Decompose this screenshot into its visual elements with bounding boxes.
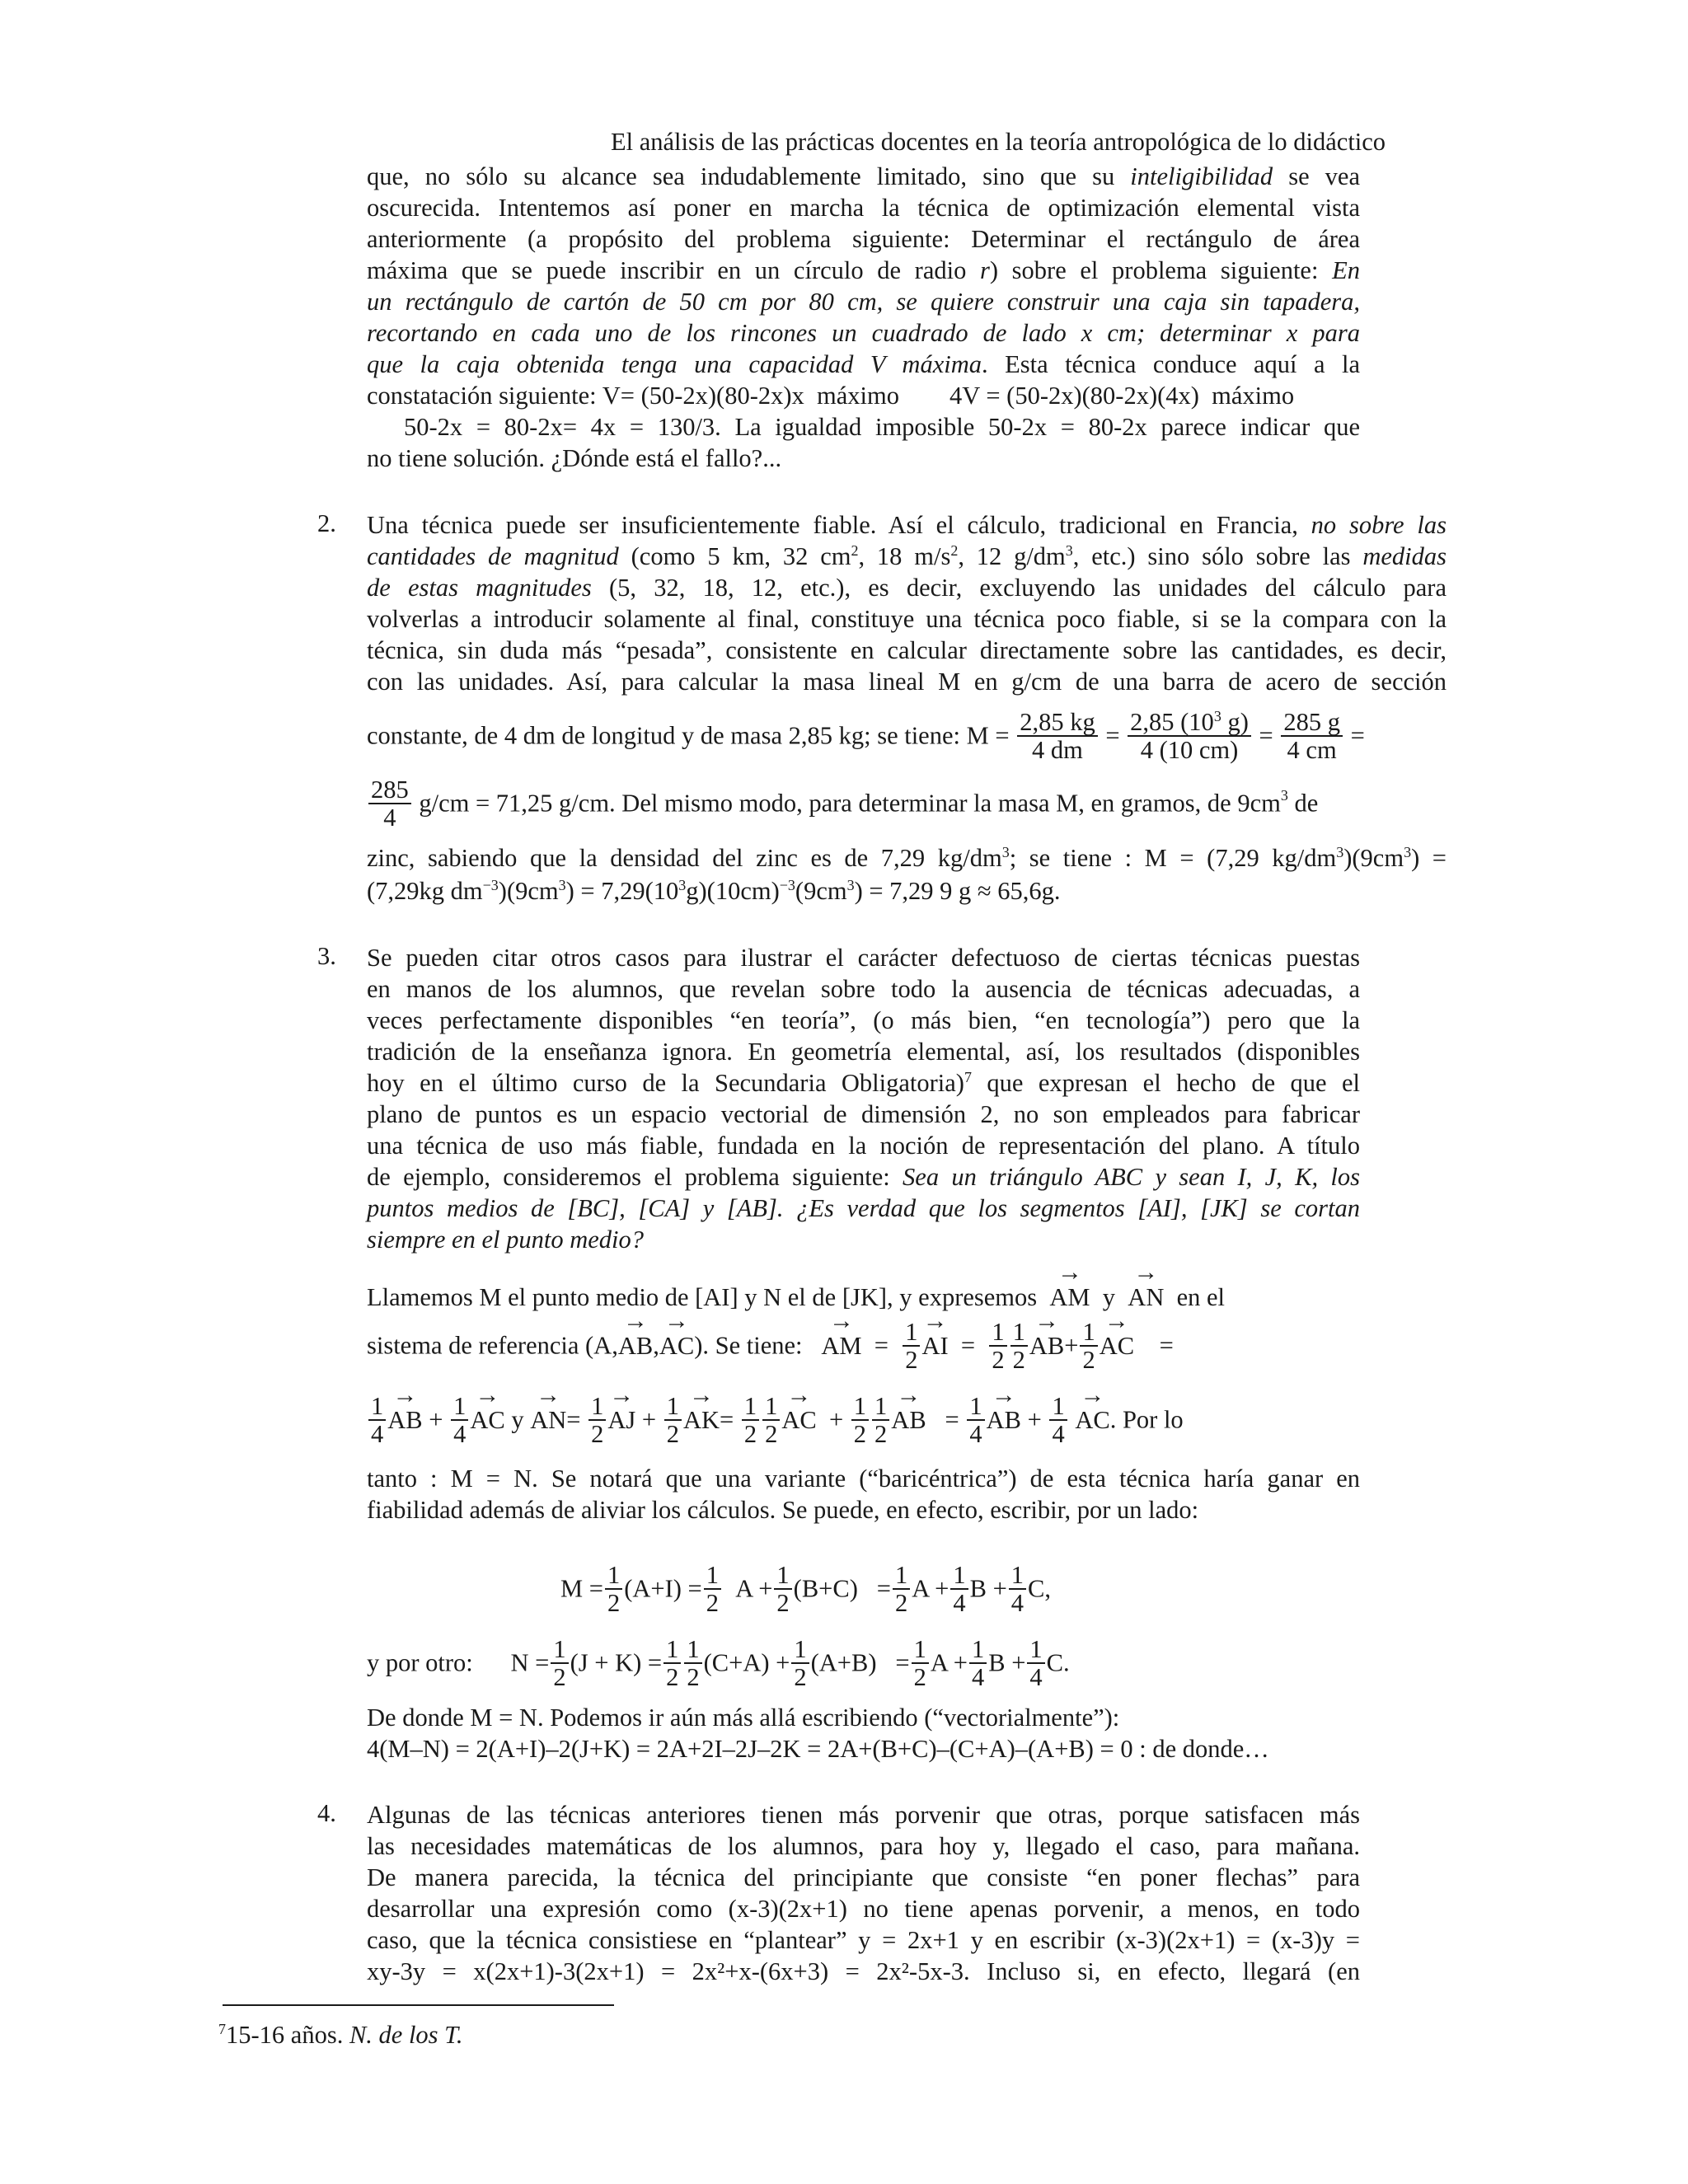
- item2-line-1: Una técnica puede ser insuficientemente fiable. Así el cálculo, tradicional en Francia, no sobre las: [367, 511, 1447, 539]
- p1-line-6: recortando en cada uno de los rincones un cuadrado de lado x cm; determinar x para: [367, 319, 1360, 347]
- item2-line-6: con las unidades. Así, para calcular la masa lineal M en g/cm de una barra de acero de sección: [367, 668, 1447, 696]
- p1-line-10: no tiene solución. ¿Dónde está el fallo?...: [367, 444, 782, 472]
- final-equation-line: 4(M–N) = 2(A+I)–2(J+K) = 2A+2I–2J–2K = 2A+(B+C)–(C+A)–(A+B) = 0 : de donde…: [367, 1735, 1269, 1763]
- item-3-number: 3.: [317, 942, 336, 970]
- llamemos-line: Llamemos M el punto medio de [AI] y N el de [JK], y expresemos → AM y → AN en el: [367, 1282, 1225, 1313]
- item4-line-2: las necesidades matemáticas de los alumnos, para hoy y, llegado el caso, para mañana.: [367, 1832, 1360, 1860]
- p1-line-1: que, no sólo su alcance sea indudablemente limitado, sino que su inteligibilidad se vea: [367, 162, 1361, 190]
- fraction: $\frac{285 g}{4 cm}$: [1281, 709, 1343, 763]
- tanto-line: tanto : M = N. Se notará que una variante (“baricéntrica”) de esta técnica haría ganar en: [367, 1465, 1360, 1493]
- de-donde-line: De donde M = N. Podemos ir aún más allá escribiendo (“vectorialmente”):: [367, 1704, 1120, 1732]
- item4-line-3: De manera parecida, la técnica del principiante que consiste “en poner flechas” para: [367, 1863, 1360, 1891]
- item3-line-10: siempre en el punto medio?: [367, 1226, 644, 1254]
- item2-line-8: $\frac{285}{4}$ g/cm = 71,25 g/cm. Del mismo modo, para determinar la masa M, en gramos, de $9cm^3$ de: [367, 776, 1318, 831]
- p1-line-2: oscurecida. Intentemos así poner en marcha la técnica de optimización elemental vista: [367, 194, 1360, 222]
- item4-line-6: xy-3y = x(2x+1)-3(2x+1) = 2x²+x-(6x+3) = 2x²-5x-3. Incluso si, en efecto, llegará (en: [367, 1957, 1360, 1985]
- item3-line-9: puntos medios de [BC], [CA] y [AB]. ¿Es verdad que los segmentos [AI], [JK] se cortan: [367, 1194, 1360, 1222]
- p1-line-7: que la caja obtenida tenga una capacidad V máxima. Esta técnica conduce aquí a la: [367, 350, 1360, 378]
- item4-line-1: Algunas de las técnicas anteriores tienen más porvenir que otras, porque satisfacen más: [367, 1801, 1360, 1829]
- fiabilidad-line: fiabilidad además de aliviar los cálculos. Se puede, en efecto, escribir, por un lado:: [367, 1496, 1199, 1524]
- p1-line-4: máxima que se puede inscribir en un círculo de radio r) sobre el problema siguiente: En: [367, 256, 1360, 284]
- fraction: $\frac{2,85 kg}{4 dm}$: [1017, 709, 1098, 763]
- vector-equation-line: $\frac{1}{4}$ → AB + $\frac{1}{4}$ → AC y → AN= $\frac{1}{2}$ → AJ + $\frac{1}{2}$ → AK= $\frac{1}{2}$ $\frac{1}{2}$ → AC + $\frac{1}{2}$ $\frac{1}{2}$ → AB = $\frac{1}{4}$ → AB + $\frac{1}{4}$ → AC. Por lo: [367, 1393, 1184, 1447]
- item2-line-4: volverlas a introducir solamente al final, constituye una técnica poco fiable, si se la compara con la: [367, 605, 1447, 633]
- item3-line-4: tradición de la enseñanza ignora. En geometría elemental, así, los resultados (disponibles: [367, 1038, 1360, 1066]
- p1-line-8: constatación siguiente: V= (50-2x)(80-2x)x máximo 4V = (50-2x)(80-2x)(4x) máximo: [367, 382, 1295, 410]
- fraction: $\frac{285}{4}$: [368, 776, 411, 831]
- item2-line-5: técnica, sin duda más “pesada”, consistente en calcular directamente sobre las cantidades, es decir,: [367, 636, 1447, 664]
- p1-line-3: anteriormente (a propósito del problema siguiente: Determinar el rectángulo de área: [367, 225, 1360, 253]
- p1-line-5: un rectángulo de cartón de 50 cm por 80 cm, se quiere construir una caja sin tapadera,: [367, 288, 1360, 316]
- item-2-number: 2.: [317, 509, 336, 537]
- fraction: $\frac{2,85 (10^3 g)}{4 (10 cm)}$: [1128, 709, 1251, 763]
- item2-line-2: cantidades de magnitud (como 5 km, 32 $cm^2$, 18 $m/s^2$, 12 $g/dm^3$, etc.) sino sólo sobre las medidas: [367, 541, 1447, 570]
- item3-line-2: en manos de los alumnos, que revelan sobre todo la ausencia de técnicas adecuadas, a: [367, 975, 1360, 1003]
- item2-line-3: de estas magnitudes (5, 32, 18, 12, etc.), es decir, excluyendo las unidades del cálculo para: [367, 574, 1447, 602]
- item3-line-6: plano de puntos es un espacio vectorial de dimensión 2, no son empleados para fabricar: [367, 1100, 1360, 1128]
- running-header: El análisis de las prácticas docentes en la teoría antropológica de lo didáctico: [611, 128, 1386, 156]
- item3-line-5: hoy en el último curso de la Secundaria Obligatoria)$^7$ que expresan el hecho de que el: [367, 1068, 1360, 1097]
- item4-line-5: caso, que la técnica consistiese en “plantear” y = 2x+1 y en escribir (x-3)(2x+1) = (x-3)y =: [367, 1926, 1360, 1954]
- item-4-number: 4.: [317, 1799, 336, 1827]
- item3-line-7: una técnica de uso más fiable, fundada en la noción de representación del plano. A título: [367, 1132, 1360, 1160]
- footnote-rule: [223, 2004, 614, 2006]
- barycentric-eq-m: M = $\frac{1}{2}$ (A+I) = $\frac{1}{2}$ A + $\frac{1}{2}$ (B+C) = $\frac{1}{2}$ A + $\frac{1}{4}$ B + $\frac{1}{4}$ C,: [560, 1561, 1051, 1618]
- item4-line-4: desarrollar una expresión como (x-3)(2x+1) no tiene apenas porvenir, a menos, en todo: [367, 1895, 1360, 1923]
- item3-line-8: de ejemplo, consideremos el problema siguiente: Sea un triángulo ABC y sean I, J, K, los: [367, 1163, 1360, 1191]
- p1-line-9: 50-2x = 80-2x= 4x = 130/3. La igualdad imposible 50-2x = 80-2x parece indicar que: [404, 413, 1360, 441]
- item2-line-10: (7,29kg $dm^{-3})(9cm^3) = 7,29(10^3g)(10cm)^{-3}(9cm^3) = 7,29$ 9 g ≈ 65,6g.: [367, 876, 1061, 905]
- barycentric-eq-n: y por otro: N = $\frac{1}{2}$ (J + K) = $\frac{1}{2}$ $\frac{1}{2}$ (C+A) + $\frac{1}{2}$ (A+B) = $\frac{1}{2}$ A + $\frac{1}{4}$ B + $\frac{1}{4}$ C.: [367, 1635, 1070, 1692]
- sistema-line: sistema de referencia (A,→ AB,→ AC). Se tiene: → AM = $\frac{1}{2}$ → AI = $\frac{1}{2}$ $\frac{1}{2}$ → AB+ $\frac{1}{2}$ → AC =: [367, 1319, 1174, 1373]
- item3-line-3: veces perfectamente disponibles “en teoría”, (o más bien, “en tecnología”) pero que la: [367, 1006, 1360, 1034]
- item2-line-7: constante, de 4 dm de longitud y de masa 2,85 kg; se tiene: M = $\frac{2,85 kg}{4 dm}$ = $\frac{2,85 (10^3 g)}{4 (10 cm)}$ = $\frac{285 g}{4 cm}$ =: [367, 707, 1365, 765]
- item2-line-9: zinc, sabiendo que la densidad del zinc es de 7,29 $kg/dm^3$; se tiene : M = (7,29 $kg/dm^3)(9cm^3)$ =: [367, 843, 1447, 872]
- item3-line-1: Se pueden citar otros casos para ilustrar el carácter defectuoso de ciertas técnicas puestas: [367, 944, 1360, 972]
- footnote: $^7$15-16 años. N. de los T.: [218, 2020, 463, 2049]
